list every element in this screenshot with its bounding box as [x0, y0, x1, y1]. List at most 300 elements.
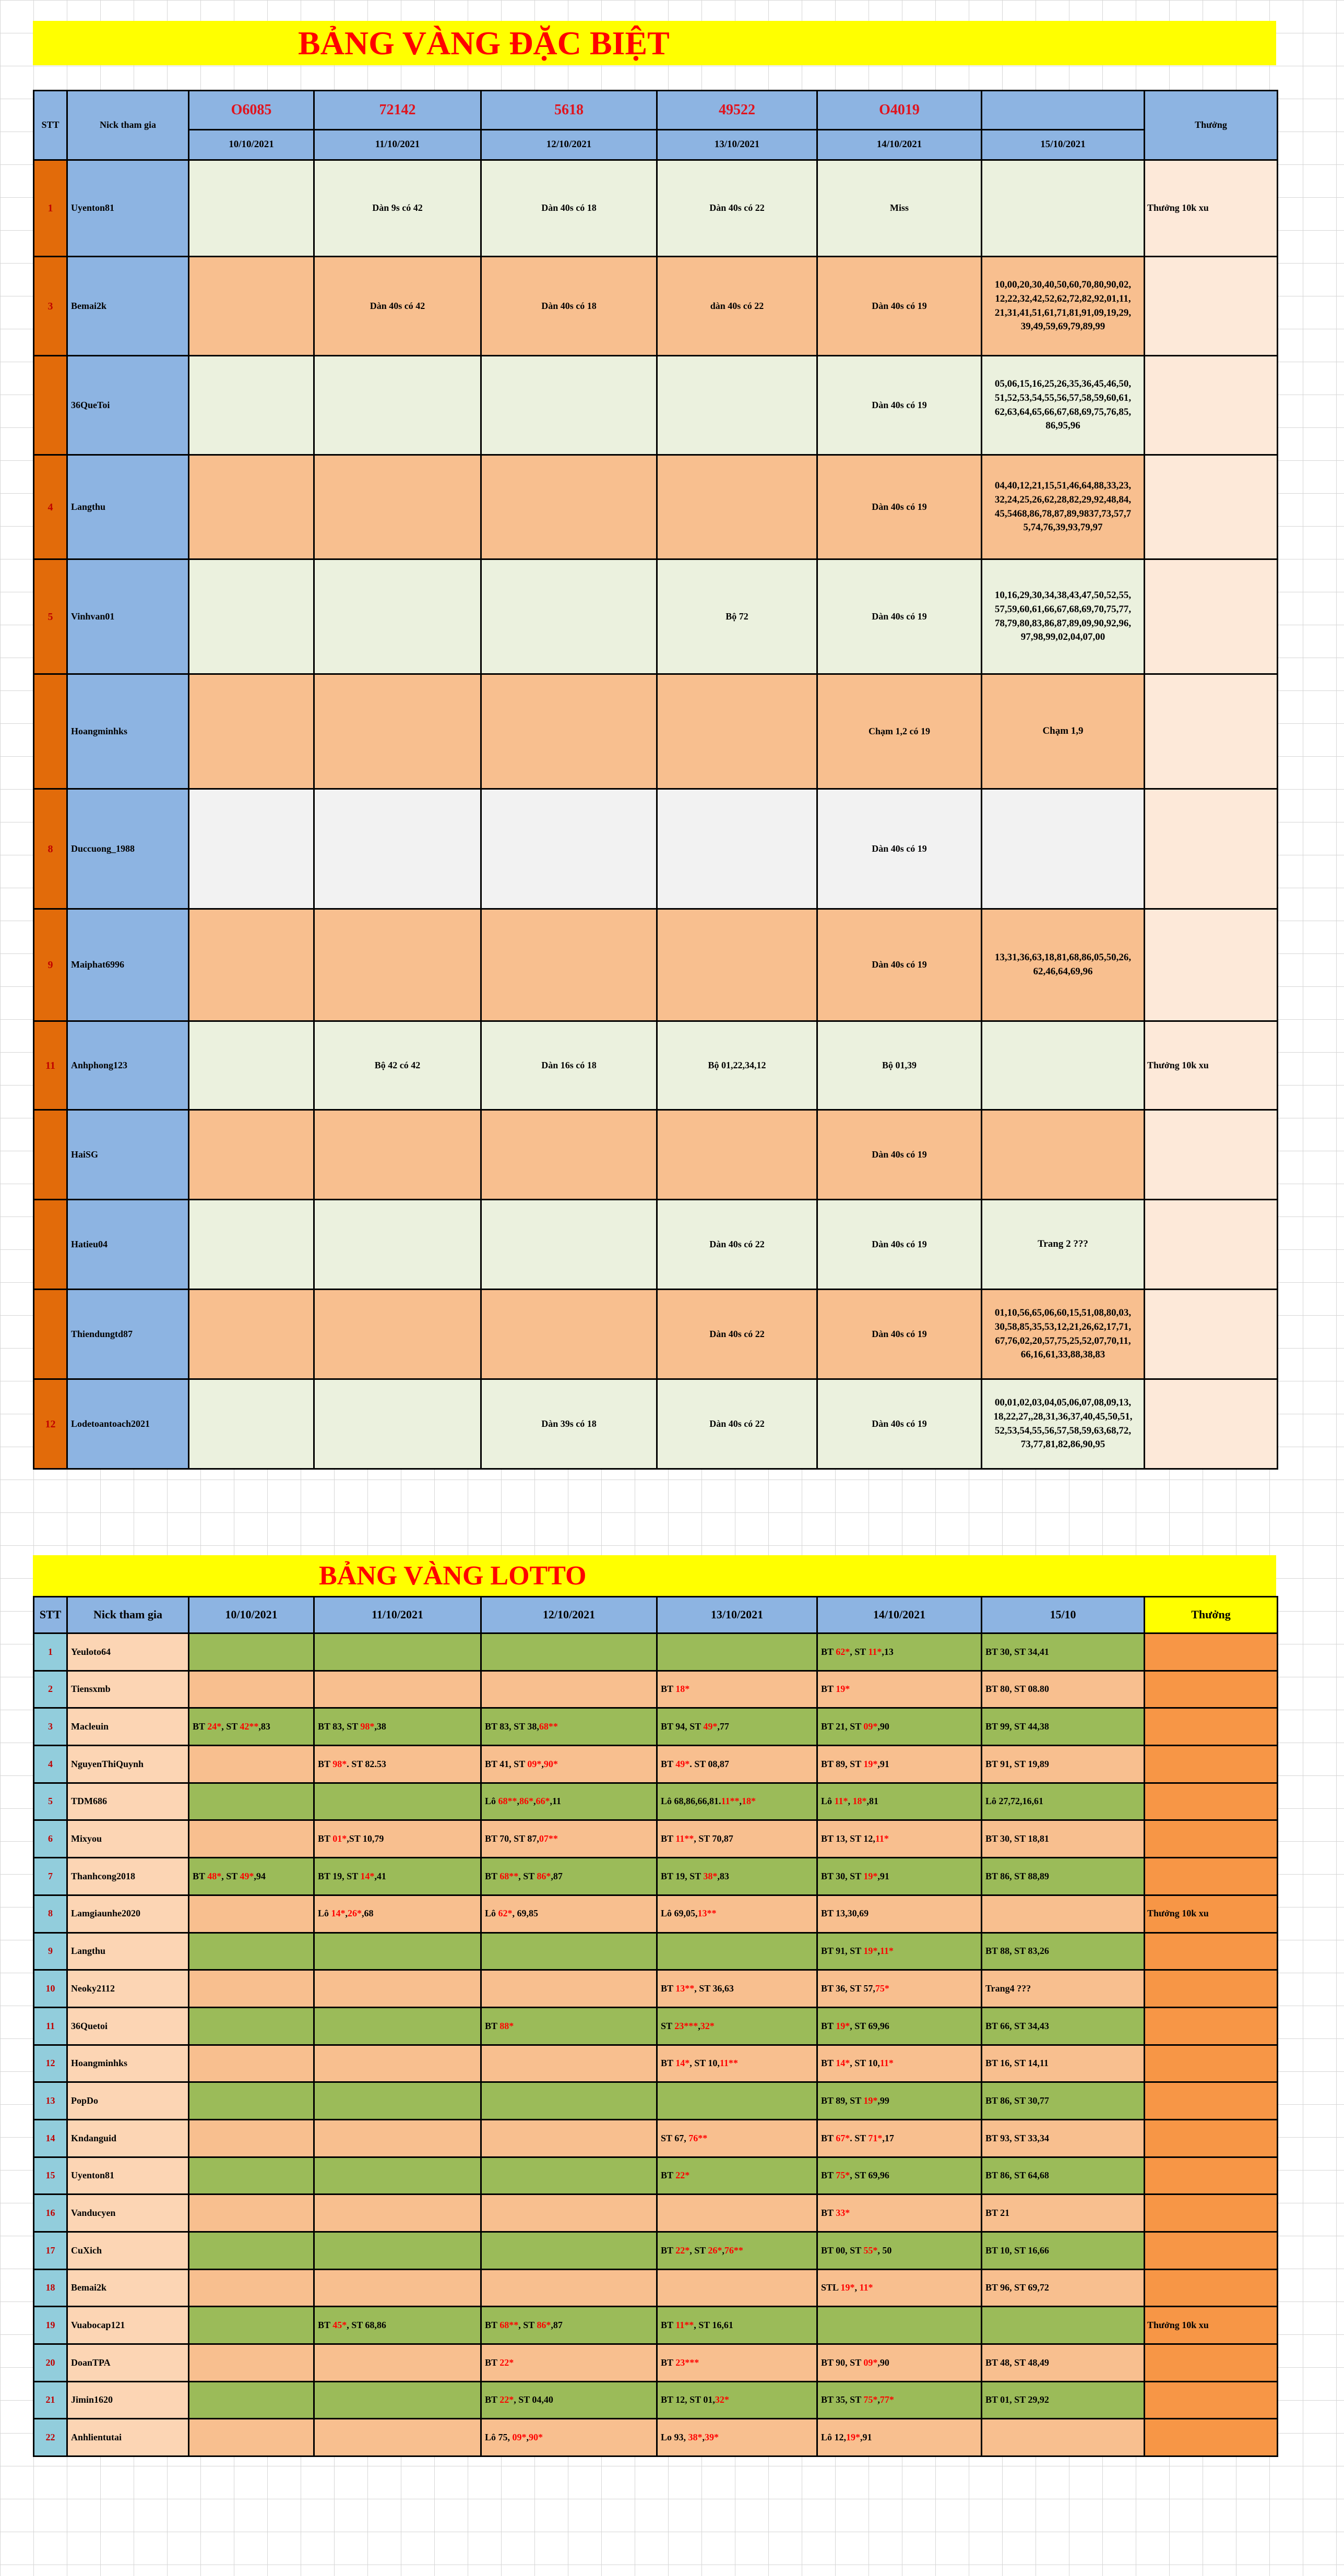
entry-cell — [314, 1200, 481, 1290]
entry-cell — [481, 1970, 657, 2008]
entry-cell — [982, 160, 1145, 257]
entry-cell — [189, 160, 314, 257]
entry-cell: BT 41, ST 09*,90* — [481, 1746, 657, 1783]
entry-cell: Bộ 42 có 42 — [314, 1021, 481, 1110]
entry-cell — [314, 1783, 481, 1820]
entry-cell — [481, 1933, 657, 1970]
lotto-row — [34, 1933, 1278, 1970]
player-nick: Anhphong123 — [67, 1021, 189, 1110]
entry-cell — [314, 2344, 481, 2382]
entry-cell — [189, 2007, 314, 2045]
row-number: 1 — [34, 160, 67, 257]
reward-cell — [1145, 2381, 1278, 2419]
player-nick: TDM686 — [67, 1783, 189, 1820]
lotto-row — [34, 1708, 1278, 1746]
entry-cell — [314, 559, 481, 674]
player-nick: Hoangminhks — [67, 2045, 189, 2082]
date-header: 11/10/2021 — [314, 130, 481, 160]
entry-cell: Dàn 39s có 18 — [481, 1379, 657, 1469]
entry-cell — [314, 2195, 481, 2232]
entry-cell — [314, 2119, 481, 2157]
reward-cell — [1145, 674, 1278, 789]
row-number: 16 — [34, 2195, 67, 2232]
entry-cell — [657, 2195, 817, 2232]
special-row — [34, 1200, 1278, 1290]
entry-cell: BT 33* — [817, 2195, 982, 2232]
entry-cell — [481, 2119, 657, 2157]
entry-cell — [314, 2045, 481, 2082]
entry-cell: BT 10, ST 16,66 — [982, 2232, 1145, 2270]
entry-cell — [189, 1671, 314, 1708]
entry-cell — [481, 1671, 657, 1708]
entry-cell: BT 13,30,69 — [817, 1895, 982, 1933]
entry-cell — [657, 789, 817, 909]
special-row — [34, 789, 1278, 909]
nick-header: Nick tham gia — [67, 91, 189, 160]
reward-cell — [1145, 1379, 1278, 1469]
entry-cell — [189, 559, 314, 674]
player-nick: Langthu — [67, 455, 189, 559]
entry-cell: BT 22*, ST 04,40 — [481, 2381, 657, 2419]
row-number: 17 — [34, 2232, 67, 2270]
entry-cell — [657, 909, 817, 1021]
player-nick: NguyenThiQuynh — [67, 1746, 189, 1783]
player-nick: Vanducyen — [67, 2195, 189, 2232]
reward-cell — [1145, 356, 1278, 455]
entry-cell: BT 19, ST 38*,83 — [657, 1858, 817, 1895]
lotto-row — [34, 2269, 1278, 2307]
entry-cell — [314, 1933, 481, 1970]
entry-cell: BT 94, ST 49*,77 — [657, 1708, 817, 1746]
entry-cell — [481, 559, 657, 674]
entry-cell — [189, 2381, 314, 2419]
date-header: 14/10/2021 — [817, 130, 982, 160]
player-nick: Uyenton81 — [67, 160, 189, 257]
row-number: 2 — [34, 1671, 67, 1708]
player-nick: 36Quetoi — [67, 2007, 189, 2045]
player-nick: CuXich — [67, 2232, 189, 2270]
entry-cell — [189, 2344, 314, 2382]
reward-cell — [1145, 1290, 1278, 1379]
row-number: 10 — [34, 1970, 67, 2008]
entry-cell: BT 68**, ST 86*,87 — [481, 1858, 657, 1895]
player-nick: Tiensxmb — [67, 1671, 189, 1708]
player-nick: Thanhcong2018 — [67, 1858, 189, 1895]
date-header: 12/10/2021 — [481, 1597, 657, 1633]
entry-cell: BT 14*, ST 10,11* — [817, 2045, 982, 2082]
player-nick: 36QueToi — [67, 356, 189, 455]
special-header-row-dates — [34, 130, 1278, 160]
entry-cell: Bộ 72 — [657, 559, 817, 674]
reward-cell — [1145, 257, 1278, 356]
special-row — [34, 455, 1278, 559]
entry-cell — [314, 1970, 481, 2008]
entry-cell: 00,01,02,03,04,05,06,07,08,09,13, 18,22,27,,28,31,36,37,40,45,50,51, 52,53,54,55,56,57,58,59,63,68,72, 73,77,81,82,86,90,95 — [982, 1379, 1145, 1469]
reward-cell: Thưởng 10k xu — [1145, 1895, 1278, 1933]
entry-cell: Dàn 40s có 19 — [817, 1290, 982, 1379]
entry-cell — [189, 1970, 314, 2008]
entry-cell: BT 21, ST 09*,90 — [817, 1708, 982, 1746]
entry-cell: Dàn 40s có 22 — [657, 160, 817, 257]
entry-cell: BT 89, ST 19*,91 — [817, 1746, 982, 1783]
entry-cell: BT 22*, ST 26*,76** — [657, 2232, 817, 2270]
reward-cell — [1145, 2082, 1278, 2120]
player-nick: Langthu — [67, 1933, 189, 1970]
reward-cell — [1145, 2419, 1278, 2456]
row-number: 20 — [34, 2344, 67, 2382]
entry-cell — [657, 455, 817, 559]
row-number: 21 — [34, 2381, 67, 2419]
entry-cell — [481, 356, 657, 455]
entry-cell: BT 18* — [657, 1671, 817, 1708]
entry-cell — [314, 1633, 481, 1671]
lotto-row — [34, 2232, 1278, 2270]
player-nick: Vuabocap121 — [67, 2307, 189, 2344]
entry-cell — [481, 1110, 657, 1200]
player-nick: HaiSG — [67, 1110, 189, 1200]
entry-cell — [481, 2082, 657, 2120]
entry-cell: BT 89, ST 19*,99 — [817, 2082, 982, 2120]
date-header: 14/10/2021 — [817, 1597, 982, 1633]
entry-cell — [189, 1290, 314, 1379]
entry-cell: Dàn 40s có 18 — [481, 160, 657, 257]
player-nick: Yeuloto64 — [67, 1633, 189, 1671]
entry-cell — [657, 2269, 817, 2307]
player-nick: DoanTPA — [67, 2344, 189, 2382]
row-number: 11 — [34, 1021, 67, 1110]
lotto-row — [34, 1820, 1278, 1858]
entry-cell: Dàn 40s có 18 — [481, 257, 657, 356]
row-number: 11 — [34, 2007, 67, 2045]
entry-cell — [657, 2082, 817, 2120]
lotto-row — [34, 2419, 1278, 2456]
row-number — [34, 356, 67, 455]
reward-cell — [1145, 789, 1278, 909]
player-nick: Kndanguid — [67, 2119, 189, 2157]
date-header: 10/10/2021 — [189, 1597, 314, 1633]
entry-cell: BT 86, ST 64,68 — [982, 2157, 1145, 2195]
entry-cell: BT 00, ST 55*, 50 — [817, 2232, 982, 2270]
row-number: 5 — [34, 559, 67, 674]
entry-cell: Dàn 40s có 19 — [817, 1110, 982, 1200]
entry-cell: Lô 11*, 18*,81 — [817, 1783, 982, 1820]
entry-cell — [189, 2269, 314, 2307]
lotto-row — [34, 1895, 1278, 1933]
entry-cell: Dàn 40s có 19 — [817, 909, 982, 1021]
entry-cell: BT 01, ST 29,92 — [982, 2381, 1145, 2419]
row-number: 5 — [34, 1783, 67, 1820]
special-row — [34, 674, 1278, 789]
entry-cell — [481, 789, 657, 909]
entry-cell: Dàn 40s có 19 — [817, 1379, 982, 1469]
entry-cell — [657, 674, 817, 789]
entry-cell — [189, 2232, 314, 2270]
reward-cell — [1145, 1200, 1278, 1290]
entry-cell: BT 30, ST 18,81 — [982, 1820, 1145, 1858]
row-number: 18 — [34, 2269, 67, 2307]
entry-cell: BT 90, ST 09*,90 — [817, 2344, 982, 2382]
reward-header: Thưởng — [1145, 1597, 1278, 1633]
entry-cell: BT 83, ST 98*,38 — [314, 1708, 481, 1746]
lotto-row — [34, 1746, 1278, 1783]
entry-cell: dàn 40s có 22 — [657, 257, 817, 356]
entry-cell — [189, 2045, 314, 2082]
entry-cell: BT 22* — [657, 2157, 817, 2195]
entry-cell: Dàn 40s có 22 — [657, 1379, 817, 1469]
special-row — [34, 1110, 1278, 1200]
entry-cell: Dàn 40s có 19 — [817, 1200, 982, 1290]
entry-cell: Dàn 40s có 19 — [817, 356, 982, 455]
lotto-row — [34, 2082, 1278, 2120]
row-number — [34, 1110, 67, 1200]
entry-cell — [982, 1895, 1145, 1933]
entry-cell — [982, 1110, 1145, 1200]
entry-cell — [314, 674, 481, 789]
player-nick: Macleuin — [67, 1708, 189, 1746]
lotto-board-table — [33, 1596, 1278, 2457]
entry-cell: Dàn 40s có 19 — [817, 455, 982, 559]
reward-cell — [1145, 1708, 1278, 1746]
entry-cell: BT 13**, ST 36,63 — [657, 1970, 817, 2008]
entry-cell — [314, 1379, 481, 1469]
special-row — [34, 1379, 1278, 1469]
code-header — [982, 91, 1145, 130]
special-board-title: BẢNG VÀNG ĐẶC BIỆT — [33, 21, 1276, 65]
entry-cell — [189, 2419, 314, 2456]
lotto-row — [34, 2119, 1278, 2157]
lotto-row — [34, 1671, 1278, 1708]
entry-cell: Lô 14*,26*,68 — [314, 1895, 481, 1933]
entry-cell — [314, 2007, 481, 2045]
row-number: 9 — [34, 909, 67, 1021]
entry-cell — [314, 2269, 481, 2307]
entry-cell: BT 48, ST 48,49 — [982, 2344, 1145, 2382]
entry-cell: ST 23***,32* — [657, 2007, 817, 2045]
special-row — [34, 909, 1278, 1021]
entry-cell: BT 19* — [817, 1671, 982, 1708]
entry-cell: BT 24*, ST 42**,83 — [189, 1708, 314, 1746]
entry-cell: 10,00,20,30,40,50,60,70,80,90,02, 12,22,32,42,52,62,72,82,92,01,11, 21,31,41,51,61,71,81,91,09,19,29, 39,49,59,69,79,89,99 — [982, 257, 1145, 356]
player-nick: Mixyou — [67, 1820, 189, 1858]
entry-cell — [817, 2307, 982, 2344]
entry-cell: Dàn 40s có 19 — [817, 559, 982, 674]
row-number: 13 — [34, 2082, 67, 2120]
entry-cell: 10,16,29,30,34,38,43,47,50,52,55, 57,59,60,61,66,67,68,69,70,75,77, 78,79,80,83,86,87,89,09,90,92,96, 97,98,99,02,04,07,00 — [982, 559, 1145, 674]
entry-cell — [189, 2082, 314, 2120]
date-header: 13/10/2021 — [657, 130, 817, 160]
entry-cell: Dàn 40s có 42 — [314, 257, 481, 356]
entry-cell — [982, 789, 1145, 909]
entry-cell: Dàn 9s có 42 — [314, 160, 481, 257]
entry-cell — [189, 257, 314, 356]
entry-cell — [189, 2157, 314, 2195]
row-number: 19 — [34, 2307, 67, 2344]
entry-cell: BT 88, ST 83,26 — [982, 1933, 1145, 1970]
entry-cell — [481, 2045, 657, 2082]
entry-cell — [189, 2119, 314, 2157]
row-number: 6 — [34, 1820, 67, 1858]
entry-cell: BT 86, ST 88,89 — [982, 1858, 1145, 1895]
entry-cell — [314, 1671, 481, 1708]
lotto-header-row — [34, 1597, 1278, 1633]
entry-cell: Lô 75, 09*,90* — [481, 2419, 657, 2456]
entry-cell: 05,06,15,16,25,26,35,36,45,46,50, 51,52,53,54,55,56,57,58,59,60,61, 62,63,64,65,66,67,68,69,75,76,85, 86,95,96 — [982, 356, 1145, 455]
entry-cell: Dàn 40s có 22 — [657, 1290, 817, 1379]
entry-cell: BT 30, ST 19*,91 — [817, 1858, 982, 1895]
entry-cell — [314, 1110, 481, 1200]
code-header: O6085 — [189, 91, 314, 130]
entry-cell — [481, 2157, 657, 2195]
entry-cell: BT 66, ST 34,43 — [982, 2007, 1145, 2045]
entry-cell — [657, 1633, 817, 1671]
player-nick: Jimin1620 — [67, 2381, 189, 2419]
entry-cell — [189, 789, 314, 909]
lotto-board-title: BẢNG VÀNG LOTTO — [33, 1555, 1276, 1596]
reward-cell — [1145, 1110, 1278, 1200]
lotto-row — [34, 2381, 1278, 2419]
entry-cell — [189, 1895, 314, 1933]
entry-cell: Lô 62*, 69,85 — [481, 1895, 657, 1933]
reward-header: Thưởng — [1145, 91, 1278, 160]
entry-cell — [657, 356, 817, 455]
entry-cell — [189, 1633, 314, 1671]
row-number: 8 — [34, 789, 67, 909]
lotto-row — [34, 2007, 1278, 2045]
entry-cell: Dàn 40s có 22 — [657, 1200, 817, 1290]
row-number — [34, 1290, 67, 1379]
entry-cell — [314, 1290, 481, 1379]
row-number: 14 — [34, 2119, 67, 2157]
entry-cell: BT 11**, ST 70,87 — [657, 1820, 817, 1858]
special-header-row-codes — [34, 91, 1278, 130]
entry-cell — [657, 1110, 817, 1200]
reward-cell — [1145, 1858, 1278, 1895]
reward-cell — [1145, 2045, 1278, 2082]
entry-cell: BT 88* — [481, 2007, 657, 2045]
row-number: 7 — [34, 1858, 67, 1895]
entry-cell: BT 48*, ST 49*,94 — [189, 1858, 314, 1895]
player-nick: Anhlientutai — [67, 2419, 189, 2456]
lotto-row — [34, 2157, 1278, 2195]
code-header: 72142 — [314, 91, 481, 130]
entry-cell: BT 91, ST 19*,11* — [817, 1933, 982, 1970]
row-number: 22 — [34, 2419, 67, 2456]
lotto-row — [34, 2307, 1278, 2344]
player-nick: Neoky2112 — [67, 1970, 189, 2008]
entry-cell — [314, 789, 481, 909]
special-row — [34, 257, 1278, 356]
entry-cell — [481, 2232, 657, 2270]
entry-cell: BT 36, ST 57,75* — [817, 1970, 982, 2008]
stt-header: STT — [34, 91, 67, 160]
entry-cell: Bộ 01,39 — [817, 1021, 982, 1110]
special-row — [34, 1021, 1278, 1110]
reward-cell: Thưởng 10k xu — [1145, 160, 1278, 257]
entry-cell — [481, 2195, 657, 2232]
entry-cell — [481, 1200, 657, 1290]
date-header: 10/10/2021 — [189, 130, 314, 160]
entry-cell: BT 16, ST 14,11 — [982, 2045, 1145, 2082]
reward-cell — [1145, 1671, 1278, 1708]
lotto-row — [34, 1783, 1278, 1820]
entry-cell: BT 86, ST 30,77 — [982, 2082, 1145, 2120]
row-number: 3 — [34, 1708, 67, 1746]
entry-cell — [189, 1933, 314, 1970]
reward-cell — [1145, 1746, 1278, 1783]
entry-cell — [314, 2082, 481, 2120]
entry-cell: BT 30, ST 34,41 — [982, 1633, 1145, 1671]
entry-cell — [481, 909, 657, 1021]
entry-cell — [982, 1021, 1145, 1110]
entry-cell — [314, 909, 481, 1021]
nick-header: Nick tham gia — [67, 1597, 189, 1633]
entry-cell: BT 93, ST 33,34 — [982, 2119, 1145, 2157]
lotto-row — [34, 2344, 1278, 2382]
entry-cell — [481, 455, 657, 559]
entry-cell: Lô 12,19*,91 — [817, 2419, 982, 2456]
lotto-row — [34, 1858, 1278, 1895]
entry-cell: BT 14*, ST 10,11** — [657, 2045, 817, 2082]
player-nick: Bemai2k — [67, 2269, 189, 2307]
lotto-row — [34, 2195, 1278, 2232]
reward-cell — [1145, 2344, 1278, 2382]
special-row — [34, 160, 1278, 257]
date-header: 15/10 — [982, 1597, 1145, 1633]
reward-cell — [1145, 1633, 1278, 1671]
player-nick: Bemai2k — [67, 257, 189, 356]
entry-cell — [189, 1783, 314, 1820]
special-row — [34, 356, 1278, 455]
row-number: 8 — [34, 1895, 67, 1933]
special-board-table — [33, 90, 1278, 1470]
player-nick: PopDo — [67, 2082, 189, 2120]
entry-cell: BT 35, ST 75*,77* — [817, 2381, 982, 2419]
entry-cell — [189, 356, 314, 455]
entry-cell: BT 21 — [982, 2195, 1145, 2232]
entry-cell: Lô 27,72,16,61 — [982, 1783, 1145, 1820]
entry-cell: BT 75*, ST 69,96 — [817, 2157, 982, 2195]
reward-cell — [1145, 2157, 1278, 2195]
row-number: 15 — [34, 2157, 67, 2195]
entry-cell — [314, 2157, 481, 2195]
code-header: 49522 — [657, 91, 817, 130]
entry-cell: BT 91, ST 19,89 — [982, 1746, 1145, 1783]
player-nick: Uyenton81 — [67, 2157, 189, 2195]
entry-cell: BT 13, ST 12,11* — [817, 1820, 982, 1858]
reward-cell — [1145, 2195, 1278, 2232]
special-row — [34, 1290, 1278, 1379]
entry-cell — [189, 2307, 314, 2344]
reward-cell — [1145, 559, 1278, 674]
entry-cell: ST 67, 76** — [657, 2119, 817, 2157]
reward-cell: Thưởng 10k xu — [1145, 2307, 1278, 2344]
code-header: 5618 — [481, 91, 657, 130]
entry-cell — [314, 455, 481, 559]
entry-cell: BT 67*. ST 71*,17 — [817, 2119, 982, 2157]
entry-cell — [982, 2419, 1145, 2456]
stt-header: STT — [34, 1597, 67, 1633]
lotto-row — [34, 2045, 1278, 2082]
row-number: 12 — [34, 1379, 67, 1469]
entry-cell — [481, 1633, 657, 1671]
player-nick: Duccuong_1988 — [67, 789, 189, 909]
entry-cell: Lô 68**,86*,66*,11 — [481, 1783, 657, 1820]
entry-cell: Lô 69,05,13** — [657, 1895, 817, 1933]
entry-cell: Miss — [817, 160, 982, 257]
row-number: 9 — [34, 1933, 67, 1970]
player-nick: Vinhvan01 — [67, 559, 189, 674]
lotto-row — [34, 1970, 1278, 2008]
